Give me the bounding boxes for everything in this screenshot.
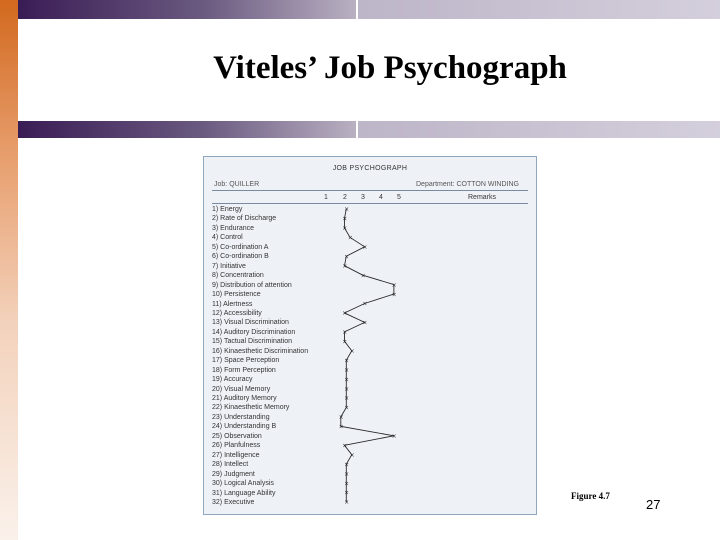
trait-number: 15) [212,338,224,346]
trait-number: 24) [212,423,225,431]
trait-number: 32) [212,498,225,506]
trait-label: Visual Memory [224,385,271,393]
top-bar-dark-segment [18,0,356,19]
rating-mark: × [391,281,397,289]
trait-label: Energy [220,206,243,213]
department-label: Department: [416,181,455,188]
divider-light-segment [358,121,720,138]
trait-label: Co-ordination A [220,243,269,251]
trait-number: 12) [212,309,224,317]
trait-label: Executive [224,498,255,506]
rating-mark: × [344,480,350,488]
job-label: Job: [214,181,228,188]
trait-label: Intellect [224,461,249,469]
trait-label: Accuracy [223,376,253,384]
trait-label: Judgment [224,470,255,478]
trait-label: Control [220,234,243,242]
rating-mark: × [362,244,368,251]
trait-label: Kinaesthetic Discrimination [224,347,309,355]
trait-number: 14) [212,328,224,336]
rating-mark: × [344,206,350,214]
rating-mark: × [349,347,355,355]
rating-mark: × [342,310,348,318]
profile-line-chart [204,157,536,514]
rating-mark: × [362,319,368,327]
trait-number: 5) [212,243,221,251]
rating-mark: × [344,499,350,507]
trait-number: 20) [212,385,225,393]
title-divider-bar [18,121,720,138]
scale-label-3: 3 [361,194,365,201]
top-bar-light-segment [358,0,720,19]
scale-label-4: 4 [379,194,383,201]
trait-number: 31) [212,489,225,497]
scale-label-2: 2 [343,194,347,201]
trait-label: Tactual Discrimination [223,338,293,346]
rating-mark: × [342,442,348,450]
trait-label: Accessibility [223,309,262,317]
trait-label: Visual Discrimination [224,319,289,327]
trait-label: Alertness [223,300,253,308]
rating-mark: × [342,215,348,223]
trait-number: 13) [212,319,225,327]
rating-mark: × [362,300,368,308]
trait-label: Space Perception [224,357,280,365]
rating-mark: × [347,234,353,242]
rating-mark: × [344,357,350,365]
trait-number: 6) [212,253,221,261]
trait-number: 22) [212,404,225,412]
rating-mark: × [342,329,348,337]
divider-dark-segment [18,121,356,138]
rating-mark: × [338,423,344,431]
trait-number: 4) [212,234,221,242]
trait-label: Co-ordination B [220,253,269,261]
trait-label: Language Ability [224,489,276,497]
rating-mark: × [342,338,348,346]
rating-mark: × [342,225,348,233]
trait-number: 17) [212,357,225,365]
trait-label: Persistence [224,291,261,299]
rating-mark: × [391,433,397,440]
trait-number: 1) [212,206,221,213]
top-decorative-bar [18,0,720,19]
trait-label: Concentration [220,272,264,280]
trait-label: Intelligence [224,451,260,459]
trait-label: Initiative [220,262,246,270]
rating-mark: × [344,461,350,469]
rating-mark: × [344,385,350,393]
rating-mark: × [360,272,366,280]
trait-number: 18) [212,366,225,374]
trait-label: Rate of Discharge [220,215,277,223]
trait-label: Auditory Discrimination [223,328,296,336]
trait-number: 29) [212,470,225,478]
figure-caption: Figure 4.7 [571,491,610,501]
trait-label: Endurance [220,224,255,232]
rating-mark: × [391,291,397,299]
trait-number: 27) [212,451,225,459]
page-number: 27 [646,497,661,512]
job-value: QUILLER [229,181,260,188]
rating-mark: × [342,262,348,270]
remarks-header: Remarks [468,194,497,201]
scale-label-5: 5 [397,194,401,201]
trait-label: Auditory Memory [223,395,277,402]
trait-number: 10) [212,291,225,299]
trait-number: 3) [212,224,221,232]
trait-number: 21) [212,395,224,402]
trait-number: 30) [212,480,225,488]
trait-number: 16) [212,347,225,355]
trait-number: 19) [212,376,224,384]
trait-label: Planfulness [224,442,261,450]
psychograph-title: JOB PSYCHOGRAPH [332,165,408,172]
trait-label: Logical Analysis [224,480,274,488]
rating-mark: × [344,395,350,403]
department-value: COTTON WINDING [456,181,519,188]
psychograph-figure [203,156,537,515]
rating-mark: × [344,376,350,384]
trait-number: 8) [212,272,221,280]
rating-mark: × [338,414,344,422]
rating-mark: × [344,470,350,478]
trait-number: 25) [212,432,225,440]
rating-mark: × [344,366,350,374]
trait-label: Form Perception [224,366,276,374]
trait-number: 2) [212,215,221,223]
trait-number: 11) [212,300,224,308]
trait-number: 26) [212,442,225,450]
trait-label: Understanding B [224,423,277,431]
trait-number: 23) [212,413,225,421]
rating-mark: × [344,253,350,261]
trait-number: 9) [212,281,221,289]
scale-label-1: 1 [324,194,328,201]
trait-label: Kinaesthetic Memory [224,404,290,412]
trait-label: Distribution of attention [220,281,292,289]
trait-label: Observation [224,432,262,440]
rating-mark: × [344,404,350,412]
trait-number: 7) [212,262,221,270]
slide-title: Viteles’ Job Psychograph [213,50,567,86]
trait-label: Understanding [224,413,270,421]
rating-mark: × [349,451,355,459]
rating-mark: × [344,489,350,497]
trait-number: 28) [212,461,225,469]
